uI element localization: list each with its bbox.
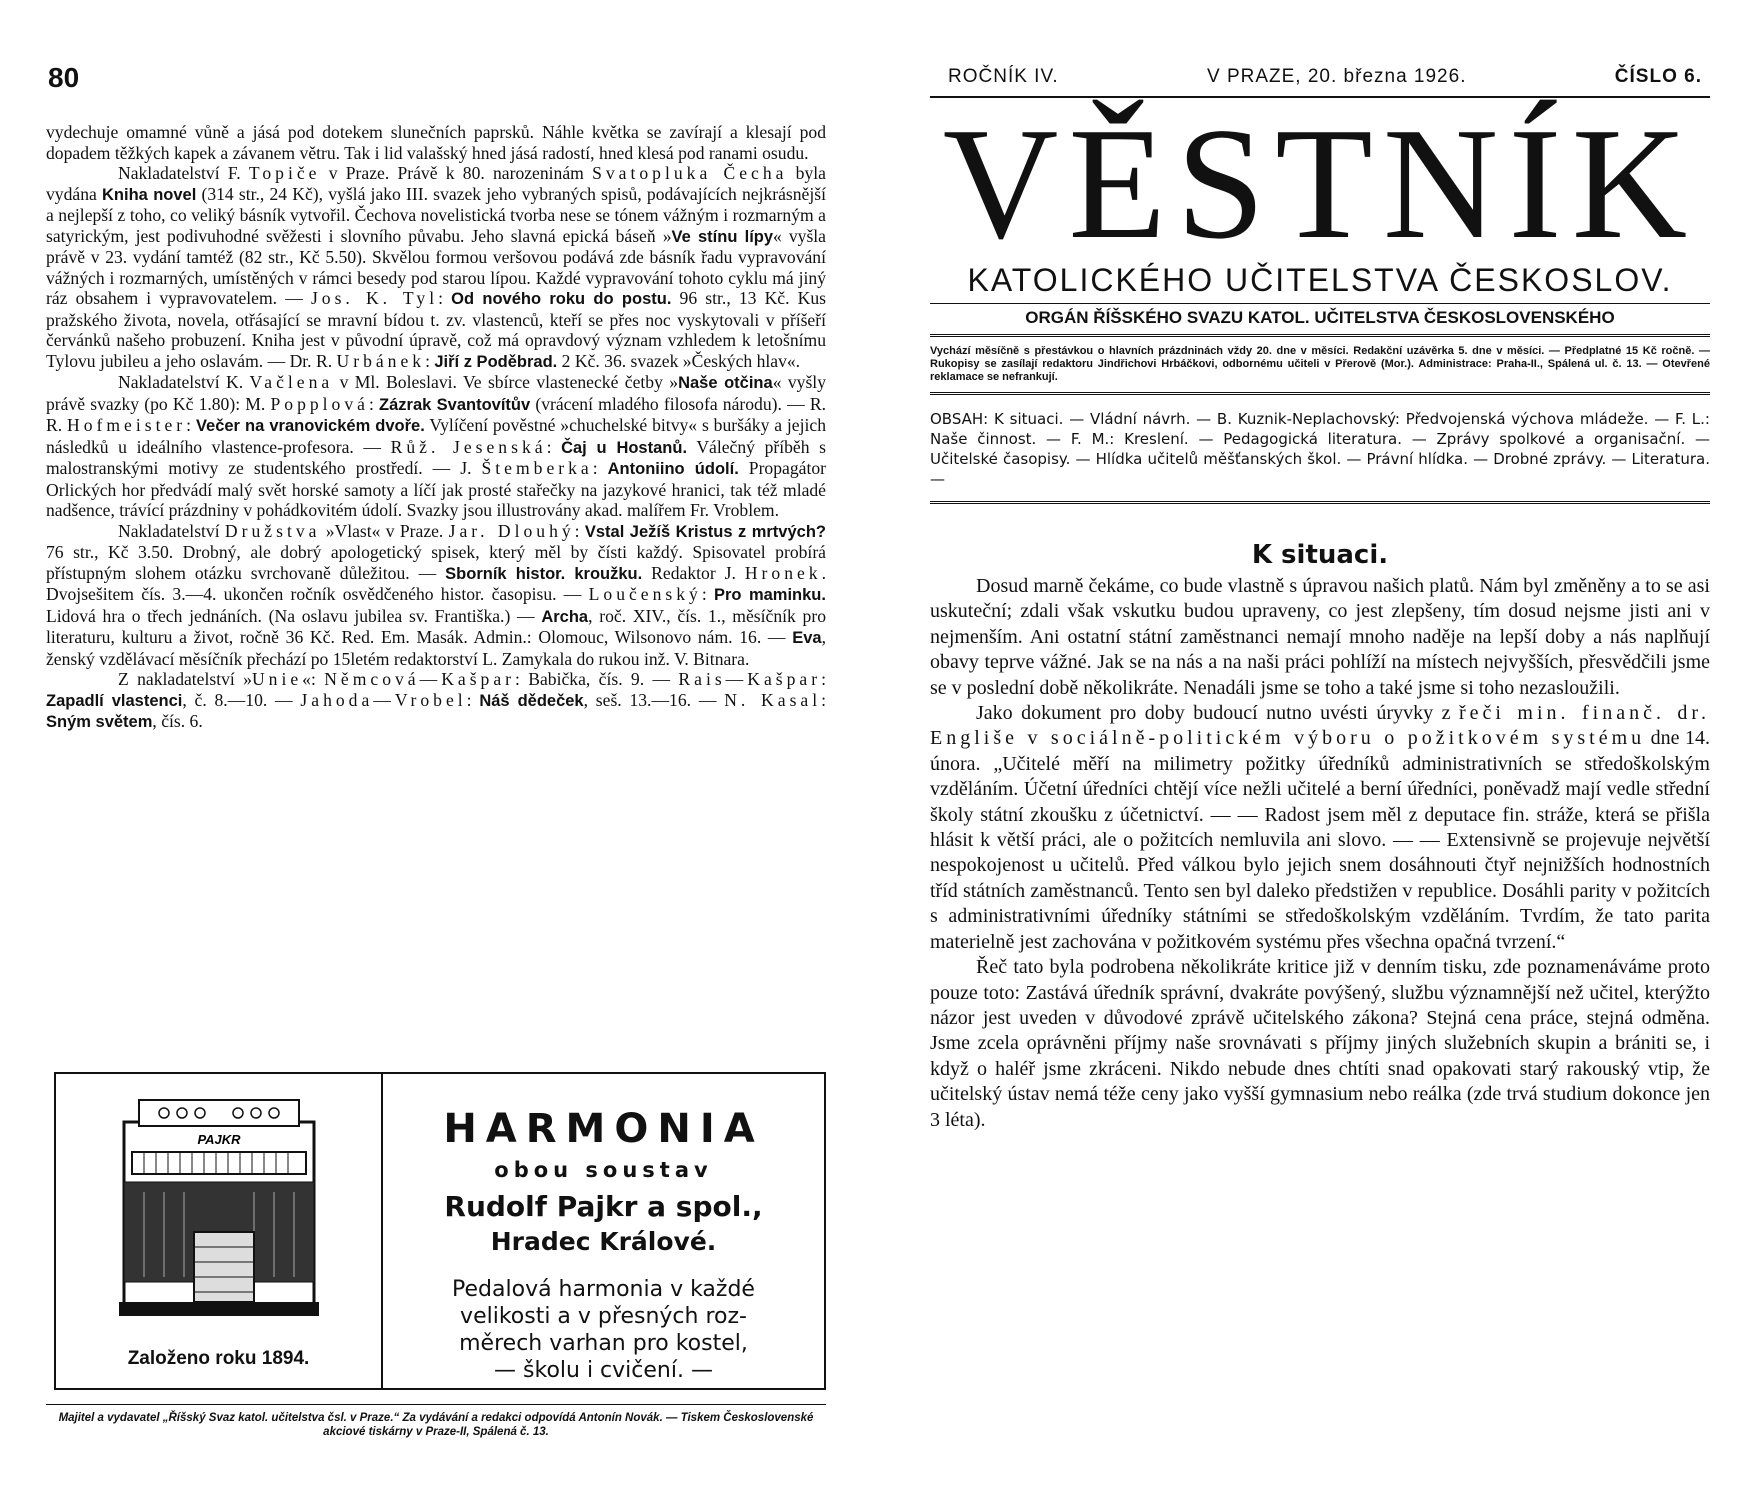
ad-founded-year: Založeno roku 1894. [127, 1348, 310, 1369]
ad-subtitle: obou soustav [494, 1158, 713, 1182]
article-title: K situaci. [1251, 540, 1389, 570]
organ-line: ORGÁN ŘÍŠSKÉHO SVAZU KATOL. UČITELSTVA ČESKOSLOVENSKÉHO [930, 303, 1710, 337]
organ-label: PAJKR [197, 1132, 241, 1147]
harmonium-illustration [94, 1092, 344, 1322]
imprint: Majitel a vydavatel „Říšský Svaz katol. učitelstva čsl. v Praze.“ Za vydávání a redakci odpovídá Antonín Novák. — Tiskem Československé akciové tiskárny v Praze-II, Spálená č. 13. [46, 1404, 826, 1439]
page-number: 80 [48, 62, 80, 93]
ad-brand: HARMONIA [443, 1106, 764, 1152]
masthead-title: VĚSTNÍK [942, 94, 1698, 272]
article-paragraph: Dosud marně čekáme, co bude vlastně s úpravou našich platů. Nám byl změněny a to se asi uskuteční; zdali však vskutku budou upraveny, co jest zlepšeny, tím dosud nejsme jisti ani v nejmenším. Ani ostatní státní zaměstnanci nemají mnoho naděje na lepší doby a nás naplňují obavy teprve vážné. Jak se na nás a na naši práci pohlíží na místech nejvyšších, přesvědčili jsme se v poslední době několikráte. Nenadáli jsme se toho a také jsme si toho nezasloužili. [930, 575, 1710, 699]
contents-label: OBSAH: [930, 410, 989, 428]
ad-illustration-panel [56, 1074, 383, 1388]
masthead-subtitle: KATOLICKÉHO UČITELSTVA ČESKOSLOV. [967, 262, 1673, 298]
ad-firm-name: Rudolf Pajkr a spol., [444, 1190, 763, 1223]
volume-label: ROČNÍK IV. [948, 66, 1059, 87]
review-paragraph: Z nakladatelství »Unie«: Němcová—Kašpar: Babička, čís. 9. — Rais—Kašpar: Zapadlí vlastenci, č. 8.—10. — Jahoda—Vrobel: Náš dědeček, seš. 13.—16. — N. Kasal: Sným světem, čís. 6. [46, 669, 827, 731]
review-paragraph: vydechuje omamné vůně a jásá pod dotekem slunečních paprsků. Náhle květka se zavírají a klesají pod dopadem těžkých kapek a závanem větru. Tak i lid valašský hned jásá radostí, hned klesá pod ranami osudu. [46, 122, 826, 163]
harmonium-advertisement [54, 1072, 826, 1390]
issue-number: ČÍSLO 6. [1614, 66, 1702, 87]
publication-info: Vychází měsíčně s přestávkou o hlavních prázdninách vždy 20. dne v měsíci. Redakční uzávěrka 5. dne v měsíci. — Předplatné 15 Kč ročně. — Rukopisy se zasílají redaktoru Jindřichovi Hrbáčkovi, odbornému učiteli v Přerově (Mor.). Administrace: Praha-II., Spálená ul. č. 13. — Otevřené reklamace se nefrankují. [930, 337, 1710, 395]
contents-list: K situaci. — Vládní návrh. — B. Kuznik-Neplachovský: Předvojenská výchova mládeže. — F. L.: Naše činnost. — F. M.: Kreslení. — Pedagogická literatura. — Zprávy spolkové a organisační. — Učitelské časopisy. — Hlídka učitelů měšťanských škol. — Právní hlídka. — Drobné zprávy. — Literatura. — [930, 410, 1710, 488]
issue-header [930, 62, 1710, 98]
review-paragraph: Nakladatelství K. Vačlena v Ml. Boleslavi. Ve sbírce vlastenecké četby »Naše otčina« vyšly právě svazky (po Kč 1.80): M. Popplová: Zázrak Svantovítův (vrácení mladého filosofa národu). — R. R. Hofmeister: Večer na vranovickém dvoře. Vylíčení pověstné »chuchelské bitvy« s buršáky a jejich následků u ideálního vlastence-profesora. — Růž. Jesenská: Čaj u Hostanů. Válečný příběh s malostranskými motivy ze studentského prostředí. — J. Štemberka: Antoniino údolí. Propagátor Orlických hor předvádí malý svět horské samoty a líčí jak prosté stařečky na jazykové hranici, tak též mladé nadšence, trávící prázdniny v pohádkovitém údolí. Svazky jsou illustrovány akad. malířem Fr. Vroblem. [46, 372, 826, 520]
article-paragraph: Jako dokument pro doby budoucí nutno uvésti úryvky z řeči min. finanč. dr. Engliše v sociálně-politickém výboru o požitkovém systému dne 14. února. „Učitelé měří na milimetry požitky úředníků administrativních se středoškolským vzděláním. Účetní úředníci chtějí více nežli učitelé a berní úředníci, poněvadž mají vedle střední školy státní zkoušku z účetnictví. — — Radost jsem měl z deputace fin. stráže, která se přišla hlásit k větší práci, ale o požitcích nemluvila ani slovo. — — Extensivně se projevuje největší nespokojenost u učitelů. Před válkou bylo jejich snem dosáhnouti čtyř nejnižších hodnostních tříd státních zaměstnanců. Tento sen byl daleko předstižen v republice. Dosáhli parity v požitcích s administrativními úředníky státními se středoškolským vzděláním. Tvrdím, že tato parita materielně jest zachována v požitkovém systému přes všechna opačná tvrzení.“ [930, 702, 1710, 953]
left-page [46, 62, 826, 1492]
table-of-contents [930, 395, 1710, 504]
ad-text-panel [383, 1074, 824, 1388]
book-reviews [46, 122, 826, 733]
right-page [930, 62, 1710, 1492]
dateline: V PRAZE, 20. března 1926. [1207, 66, 1467, 87]
review-paragraph: Nakladatelství F. Topiče v Praze. Právě k 80. narozeninám Svatopluka Čecha byla vydána Kniha novel (314 str., 24 Kč), vyšlá jako III. svazek jeho vybraných spisů, podávajících nejkrásnější a nejlepší z toho, co veliký básník vytvořil. Čechova novelistická tvorba nese se tónem vážným i rozmarným a satyrickým, jest podivuhodné svěžesti i slovního půvabu. Jeho slavná epická báseň »Ve stínu lípy« vyšla právě v 23. vydání tamtéž (82 str., Kč 5.50). Skvělou formou veršovou podává zde básník řadu vypravování vážných i rozmarných, umístěných v rámci besedy pod starou lípou. Každé vypravování tohoto cyklu má jiný ráz obsahem i vypravovatelem. — Jos. K. Tyl: Od nového roku do postu. 96 str., 13 Kč. Kus pražského života, novela, otřásající se mravní bídou t. zv. vlastenců, kteří se přes noc vyskytovali v příšeří červánků našeho probuzení. Kniha jest v původní úpravě, což má opravdový význam vzhledem k letošnímu Tylovu jubileu a jeho oslavám. — Dr. R. Urbánek: Jiří z Poděbrad. 2 Kč. 36. svazek »Českých hlav«. [46, 163, 826, 371]
ad-city: Hradec Králové. [490, 1227, 717, 1256]
review-paragraph: Nakladatelství Družstva »Vlast« v Praze. Jar. Dlouhý: Vstal Ježíš Kristus z mrtvých? 76 str., Kč 3.50. Drobný, ale dobrý apologetický spisek, který měl by čísti každý. Spisovatel probírá přístupným slohem otázku svrchovaně důležitou. — Sborník histor. kroužku. Redaktor J. Hronek. Dvojsešitem čís. 3.—4. ukončen ročník osvědčeného histor. časopisu. — Loučenský: Pro maminku. Lidová hra o třech jednáních. (Na oslavu jubilea sv. Františka.) — Archa, roč. XIV., čís. 1., měsíčník pro literaturu, kulturu a život, ročně 36 Kč. Red. Em. Masák. Admin.: Olomouc, Wilsonovo nám. 16. — Eva, ženský vzdělávací měsíčník přechází po 15letém redaktorství L. Zamykala do rukou inž. V. Bitnara. [46, 520, 826, 669]
article-body [930, 574, 1710, 1133]
ad-description: Pedalová harmonia v každé velikosti a v přesných roz- měrech varhan pro kostel, — školu i cvičení. — [452, 1277, 755, 1383]
article-paragraph: Řeč tato byla podrobena několikráte kritice již v denním tisku, zde poznamenáváme proto pouze toto: Zastává úředník správní, dvakráte povýšený, službu významnější než učitel, kterýžto názor jest uveden v důvodové zprávě učitelského zákona? Stejná cena práce, stejná odměna. Jsme zcela oprávněni příjmy naše srovnávati s příjmy jiných služebních skupin a brániti se, i když o haléř jsme zkráceni. Nikdo nebude dnes chtíti snad opakovati starý rakouský vtip, že učitelský ústav nemá téže ceny jako vyšší gymnasium nebo reálka (zde trvá studium dokonce jen 3 léta). [930, 956, 1710, 1131]
